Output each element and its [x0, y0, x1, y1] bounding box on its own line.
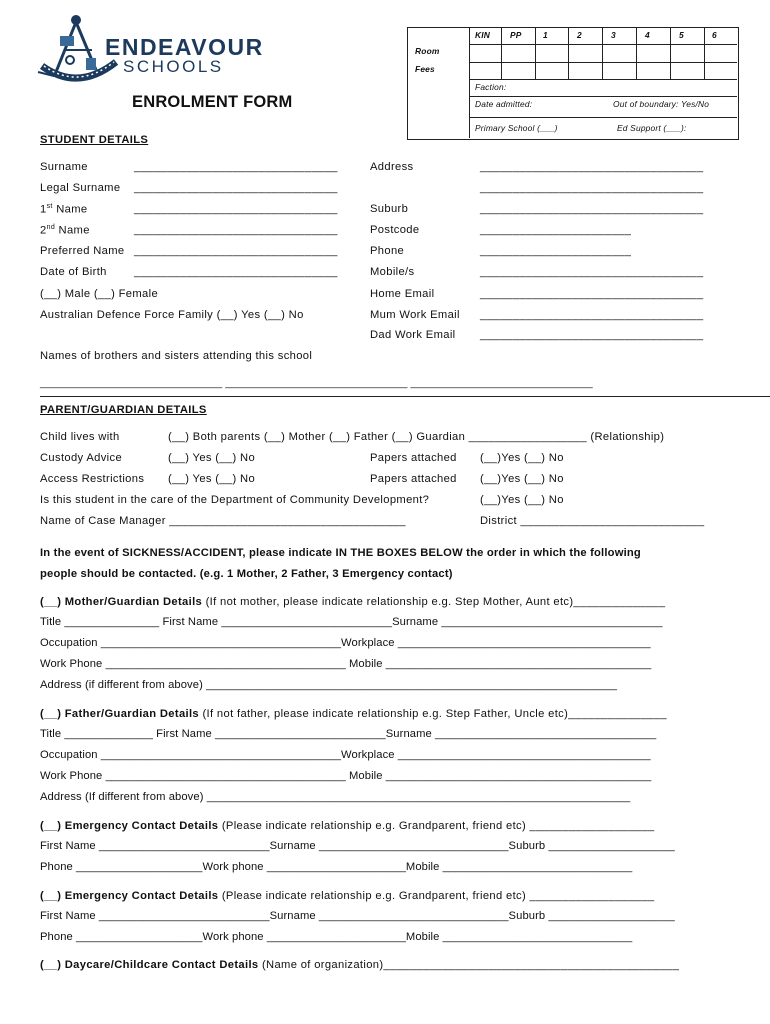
faction-field: Faction: [475, 82, 507, 92]
mother-row-address[interactable]: Address (if different from above) _________________________________________________________________ [40, 679, 618, 691]
dcd-options[interactable]: (__)Yes (__) No [480, 494, 564, 506]
first-name-ordinal-suffix: st [46, 203, 53, 210]
child-lives-with-options[interactable]: (__) Both parents (__) Mother (__) Father (__) Guardian __________________ (Relationship) [168, 431, 665, 443]
daycare-note[interactable]: (Name of organization)_____________________________________________ [258, 959, 680, 971]
mother-note[interactable]: (If not mother, please indicate relationship e.g. Step Mother, Aunt etc)______________ [202, 596, 666, 608]
dob-field[interactable]: _______________________________ [134, 266, 338, 278]
mother-heading[interactable]: (__) Mother/Guardian Details [40, 596, 203, 608]
form-title: ENROLMENT FORM [132, 93, 293, 111]
phone-label: Phone [370, 245, 405, 257]
section-divider [40, 396, 770, 397]
second-name-field[interactable]: _______________________________ [134, 224, 338, 236]
mum-work-email-label: Mum Work Email [370, 309, 460, 321]
child-lives-with-label: Child lives with [40, 431, 120, 443]
preferred-name-label: Preferred Name [40, 245, 125, 257]
col-5: 5 [679, 30, 684, 40]
second-name-ordinal: 2 [40, 224, 47, 237]
col-pp: PP [510, 30, 522, 40]
surname-field[interactable]: _______________________________ [134, 161, 338, 173]
father-note[interactable]: (If not father, please indicate relationship e.g. Step Father, Uncle etc)_______________ [199, 708, 667, 720]
suburb-label: Suburb [370, 203, 409, 215]
primary-school-field: Primary School (___) [475, 123, 558, 133]
postcode-label: Postcode [370, 224, 420, 236]
access-restrictions-options[interactable]: (__) Yes (__) No [168, 473, 256, 485]
fees-label: Fees [415, 64, 435, 74]
second-name-label [40, 224, 90, 237]
dob-label: Date of Birth [40, 266, 107, 278]
contact-instructions-2: people should be contacted. (e.g. 1 Mother, 2 Father, 3 Emergency contact) [40, 568, 453, 580]
ed-support-field: Ed Support (___): [617, 123, 687, 133]
emergency2-note[interactable]: (Please indicate relationship e.g. Grandparent, friend etc) ___________________ [218, 890, 655, 902]
emergency2-row-names[interactable]: First Name ___________________________Surname ______________________________Suburb ____________________ [40, 910, 675, 922]
dad-work-email-label: Dad Work Email [370, 329, 456, 341]
custody-papers-label: Papers attached [370, 452, 457, 464]
date-admitted-field: Date admitted: [475, 99, 533, 109]
case-manager-field[interactable]: Name of Case Manager ____________________________________ [40, 515, 406, 527]
emergency2-heading[interactable]: (__) Emergency Contact Details [40, 890, 219, 902]
mother-row-names[interactable]: Title _______________ First Name ___________________________Surname ___________________________________ [40, 616, 663, 628]
mobile-label: Mobile/s [370, 266, 415, 278]
school-logo [34, 14, 284, 84]
dad-work-email-field[interactable]: __________________________________ [480, 329, 704, 341]
col-4: 4 [645, 30, 650, 40]
col-3: 3 [611, 30, 616, 40]
emergency1-row-phone[interactable]: Phone ____________________Work phone ______________________Mobile ______________________________ [40, 861, 633, 873]
mother-row-occupation[interactable]: Occupation ______________________________________Workplace ________________________________________ [40, 637, 651, 649]
access-papers-label: Papers attached [370, 473, 457, 485]
phone-field[interactable]: _______________________ [480, 245, 632, 257]
address-field-1[interactable]: __________________________________ [480, 161, 704, 173]
father-heading-row [40, 708, 667, 720]
custody-advice-options[interactable]: (__) Yes (__) No [168, 452, 256, 464]
first-name-ordinal: 1 [40, 203, 47, 216]
legal-surname-field[interactable]: _______________________________ [134, 182, 338, 194]
father-heading[interactable]: (__) Father/Guardian Details [40, 708, 200, 720]
col-6: 6 [712, 30, 717, 40]
father-row-phone[interactable]: Work Phone ______________________________________ Mobile __________________________________________ [40, 770, 652, 782]
address-label: Address [370, 161, 414, 173]
parent-details-heading: PARENT/GUARDIAN DETAILS [40, 404, 207, 416]
access-papers-options[interactable]: (__)Yes (__) No [480, 473, 564, 485]
siblings-field[interactable]: _______________________________ _______________________________ _______________________________ [40, 378, 593, 389]
custody-advice-label: Custody Advice [40, 452, 123, 464]
second-name-ordinal-suffix: nd [46, 224, 56, 231]
second-name-text: Name [58, 224, 90, 237]
first-name-label [40, 203, 87, 216]
gender-options[interactable]: (__) Male (__) Female [40, 288, 159, 300]
contact-instructions-1: In the event of SICKNESS/ACCIDENT, please indicate IN THE BOXES BELOW the order in which the following [40, 547, 641, 559]
dcd-question: Is this student in the care of the Department of Community Development? [40, 494, 430, 506]
home-email-field[interactable]: __________________________________ [480, 288, 704, 300]
mother-row-phone[interactable]: Work Phone ______________________________________ Mobile __________________________________________ [40, 658, 652, 670]
father-row-address[interactable]: Address (If different from above) ___________________________________________________________________ [40, 791, 631, 803]
siblings-label: Names of brothers and sisters attending this school [40, 350, 313, 362]
first-name-text: Name [56, 203, 88, 216]
postcode-field[interactable]: _______________________ [480, 224, 632, 236]
room-label: Room [415, 46, 440, 56]
home-email-label: Home Email [370, 288, 435, 300]
father-row-names[interactable]: Title ______________ First Name ___________________________Surname ___________________________________ [40, 728, 657, 740]
emergency2-row-phone[interactable]: Phone ____________________Work phone ______________________Mobile ______________________________ [40, 931, 633, 943]
mother-heading-row [40, 596, 665, 608]
emergency1-note[interactable]: (Please indicate relationship e.g. Grandparent, friend etc) ___________________ [218, 820, 655, 832]
father-row-occupation[interactable]: Occupation ______________________________________Workplace ________________________________________ [40, 749, 651, 761]
emergency1-heading[interactable]: (__) Emergency Contact Details [40, 820, 219, 832]
legal-surname-label: Legal Surname [40, 182, 121, 194]
district-field[interactable]: District ____________________________ [480, 515, 705, 527]
emergency1-row-names[interactable]: First Name ___________________________Surname ______________________________Suburb ____________________ [40, 840, 675, 852]
logo-text-schools: SCHOOLS [123, 57, 224, 76]
custody-papers-options[interactable]: (__)Yes (__) No [480, 452, 564, 464]
daycare-heading[interactable]: (__) Daycare/Childcare Contact Details [40, 959, 259, 971]
access-restrictions-label: Access Restrictions [40, 473, 145, 485]
adf-family-options[interactable]: Australian Defence Force Family (__) Yes (__) No [40, 309, 304, 321]
logo-text-endeavour: ENDEAVOUR [105, 34, 264, 60]
suburb-field[interactable]: __________________________________ [480, 203, 704, 215]
col-kin: KIN [475, 30, 491, 40]
address-field-2[interactable]: __________________________________ [480, 182, 704, 194]
mobile-field[interactable]: __________________________________ [480, 266, 704, 278]
col-2: 2 [577, 30, 582, 40]
surname-label: Surname [40, 161, 88, 173]
mum-work-email-field[interactable]: __________________________________ [480, 309, 704, 321]
student-details-heading: STUDENT DETAILS [40, 134, 149, 146]
first-name-field[interactable]: _______________________________ [134, 203, 338, 215]
col-1: 1 [543, 30, 548, 40]
emergency2-heading-row [40, 890, 654, 902]
out-of-boundary-field: Out of boundary: Yes/No [613, 99, 710, 109]
emergency1-heading-row [40, 820, 654, 832]
daycare-heading-row [40, 959, 679, 971]
preferred-name-field[interactable]: _______________________________ [134, 245, 338, 257]
